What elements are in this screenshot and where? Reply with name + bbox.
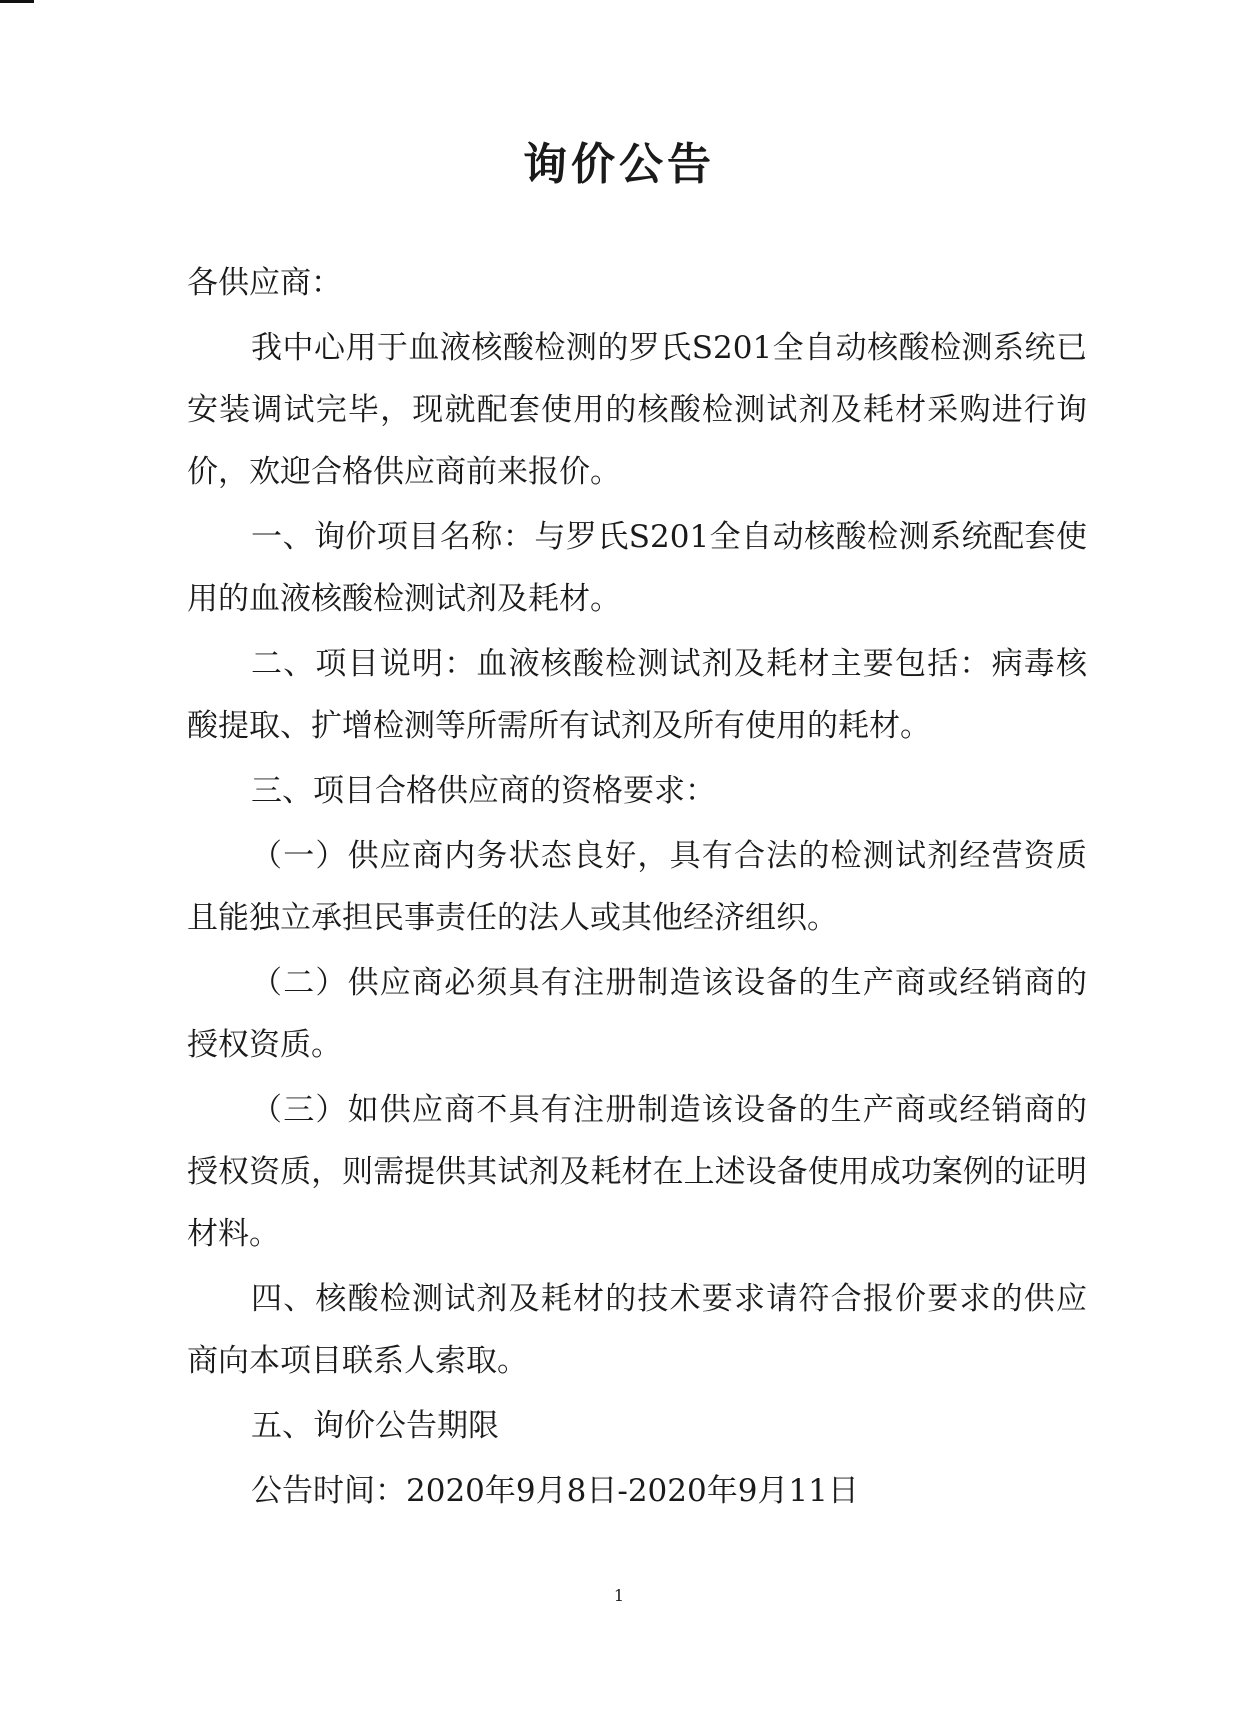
paragraph-qualification-heading: 三、项目合格供应商的资格要求：: [251, 773, 716, 809]
page-number: 1: [613, 1586, 625, 1605]
page-title: 询价公告: [523, 139, 715, 190]
paragraph-qualification-3: （三）如供应商不具有注册制造该设备的生产商或经销商的授权资质，则需提供其试剂及耗材在上述设备使用成功案例的证明材料。: [187, 1092, 1087, 1252]
paragraph-project-description: 二、项目说明：血液核酸检测试剂及耗材主要包括：病毒核酸提取、扩增检测等所需所有试剂及所有使用的耗材。: [187, 646, 1087, 744]
paragraph-project-name: 一、询价项目名称：与罗氏S201全自动核酸检测系统配套使用的血液核酸检测试剂及耗材。: [187, 519, 1087, 617]
paragraph-intro: 我中心用于血液核酸检测的罗氏S201全自动核酸检测系统已安装调试完毕，现就配套使用的核酸检测试剂及耗材采购进行询价，欢迎合格供应商前来报价。: [187, 330, 1087, 490]
scan-edge-mark: [0, 0, 34, 3]
paragraph-qualification-1: （一）供应商内务状态良好，具有合法的检测试剂经营资质且能独立承担民事责任的法人或其他经济组织。: [187, 838, 1087, 936]
paragraph-period-heading: 五、询价公告期限: [251, 1408, 499, 1444]
salutation: 各供应商：: [187, 265, 342, 301]
paragraph-announcement-time: 公告时间：2020年9月8日-2020年9月11日: [251, 1473, 859, 1509]
paragraph-qualification-2: （二）供应商必须具有注册制造该设备的生产商或经销商的授权资质。: [187, 965, 1087, 1063]
paragraph-technical-requirements: 四、核酸检测试剂及耗材的技术要求请符合报价要求的供应商向本项目联系人索取。: [187, 1281, 1087, 1379]
document-body: [187, 252, 1087, 1525]
